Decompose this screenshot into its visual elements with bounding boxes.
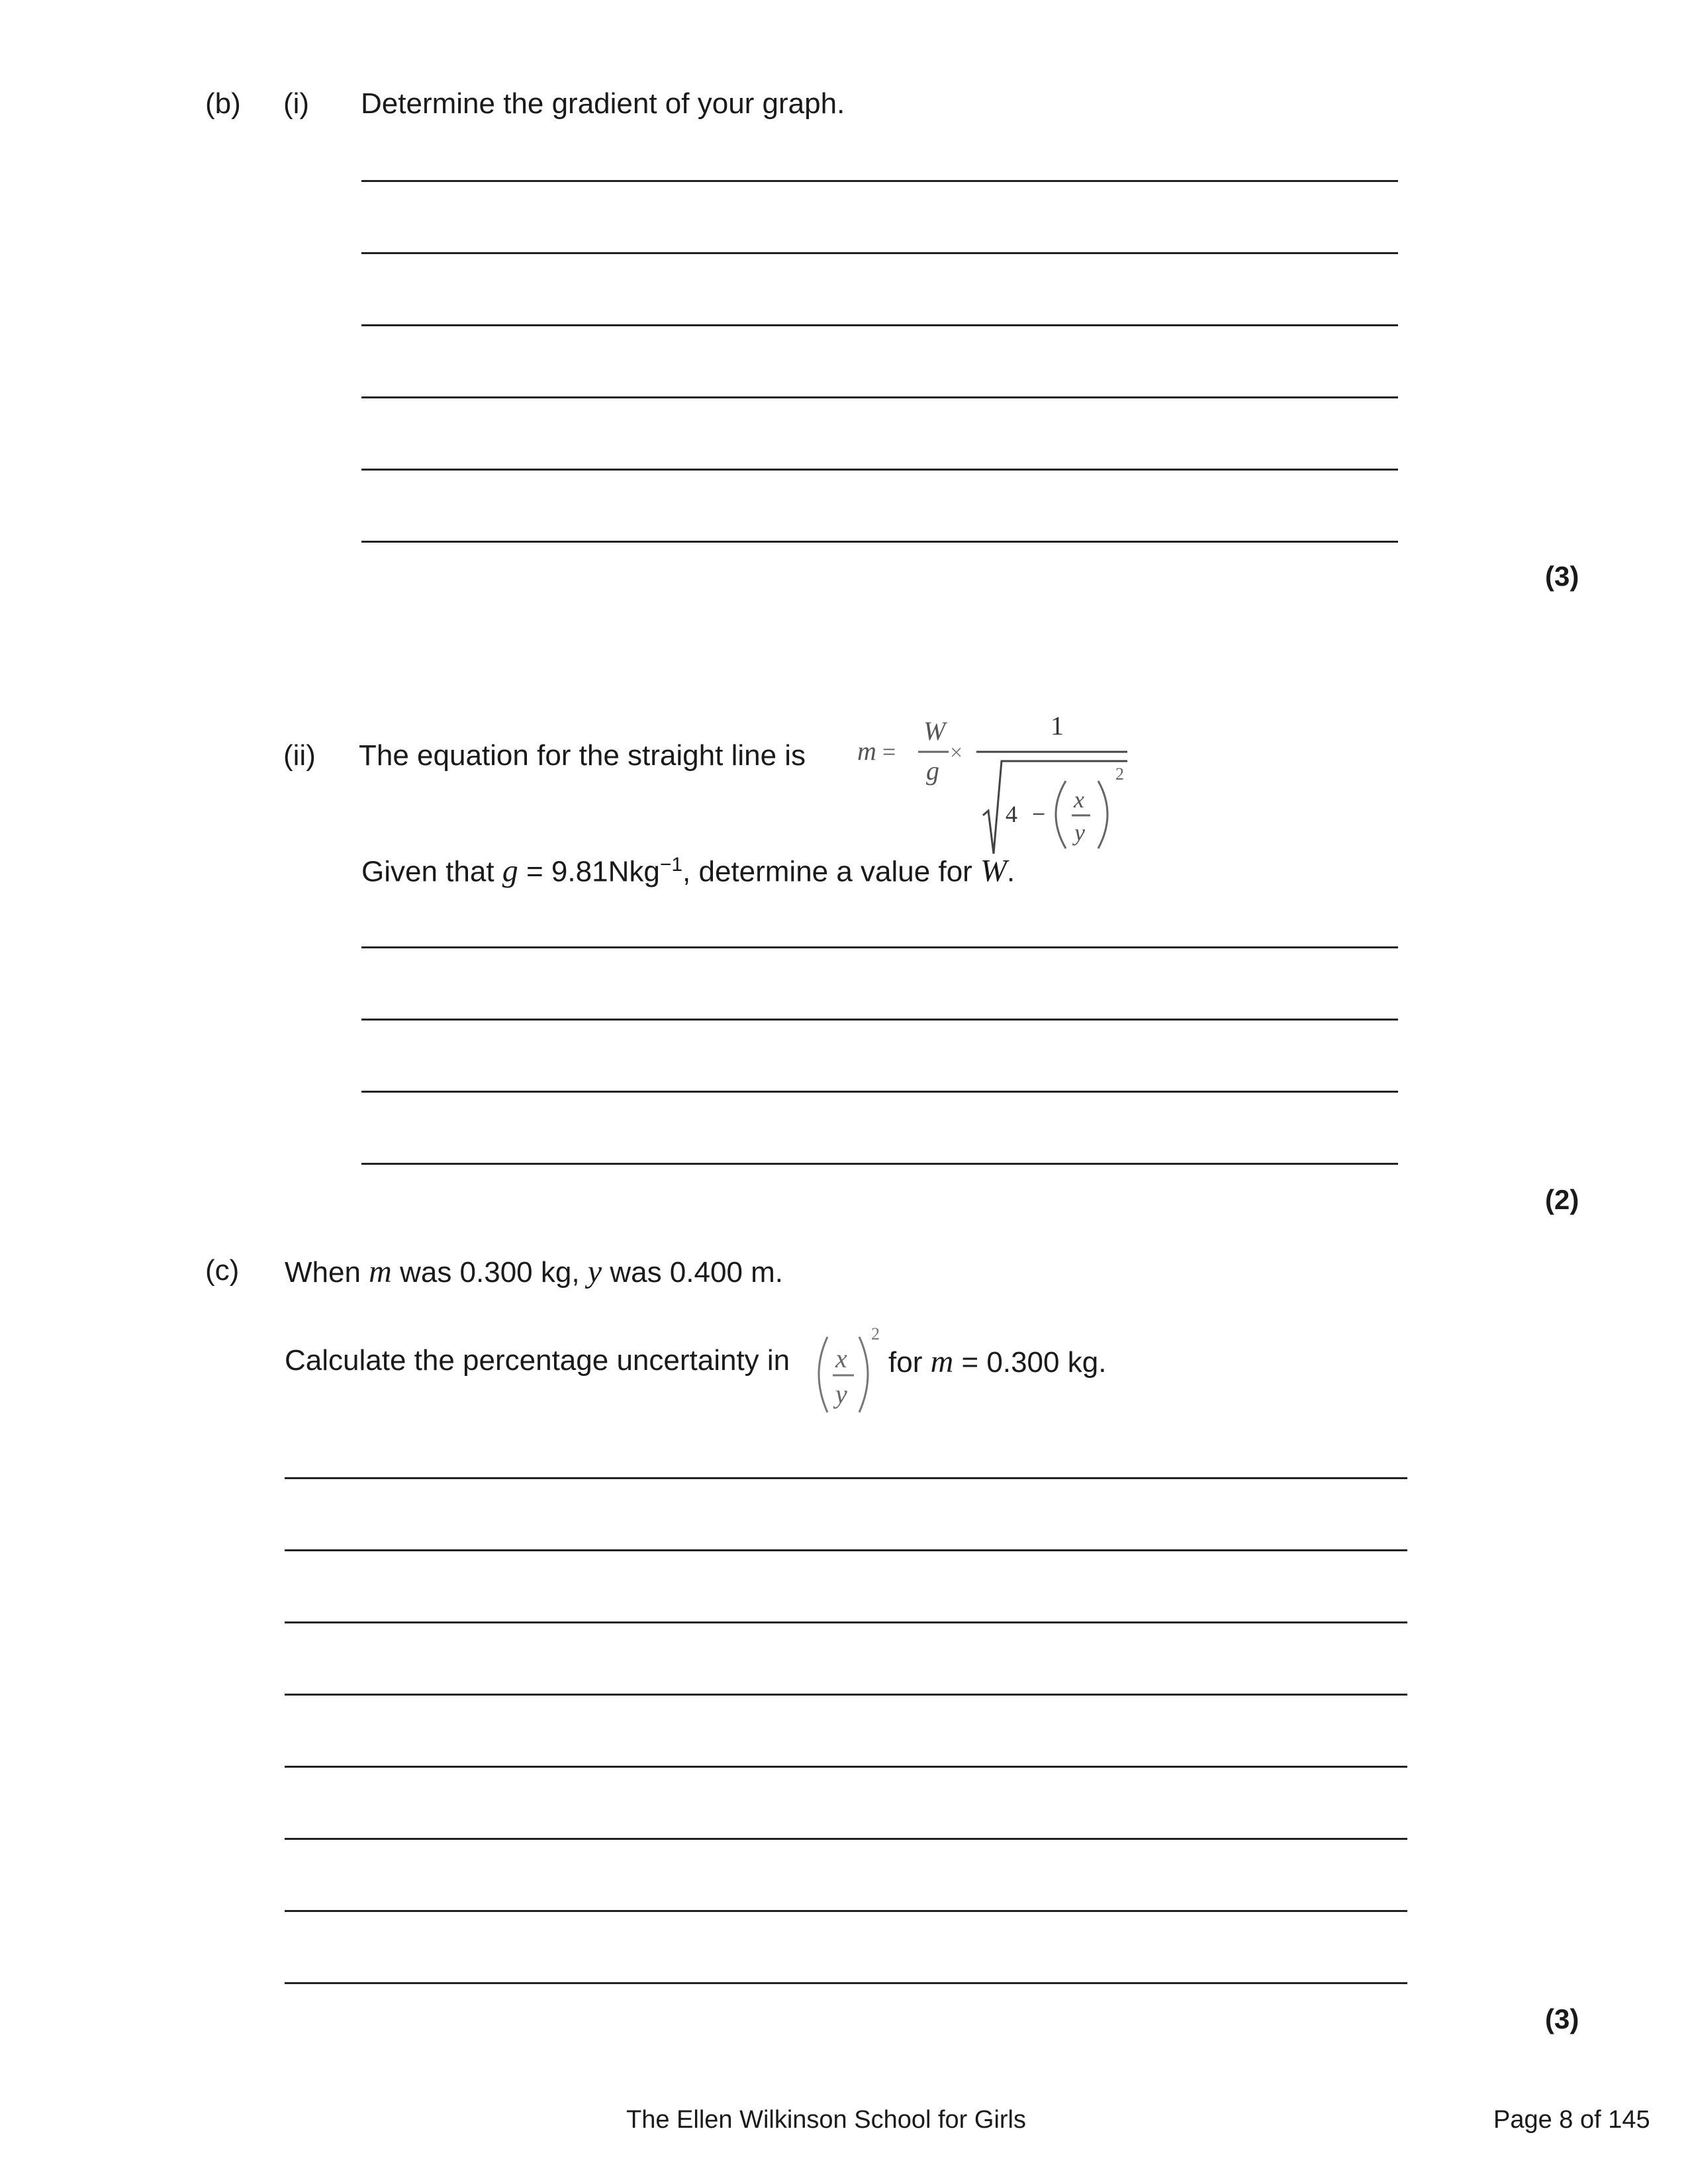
eq-equals: = [882, 739, 896, 765]
c1-mid: was 0.300 kg, [391, 1256, 588, 1289]
eq-minus: − [1032, 801, 1046, 827]
answer-line[interactable] [361, 1163, 1398, 1165]
answer-line[interactable] [361, 541, 1398, 543]
part-b-i-label: (i) [283, 87, 310, 120]
c2-for: for [888, 1346, 931, 1379]
question-c-line2-prefix: Calculate the percentage uncertainty in [285, 1344, 790, 1377]
answer-line[interactable] [361, 1091, 1398, 1093]
question-c-line1 [285, 1256, 783, 1288]
c1-end: was 0.400 m. [602, 1256, 784, 1289]
eq-W: W [923, 716, 946, 746]
answer-line[interactable] [285, 1838, 1407, 1840]
answer-line[interactable] [361, 469, 1398, 471]
answer-line[interactable] [361, 180, 1398, 182]
frac-y: y [835, 1379, 847, 1409]
answer-line[interactable] [361, 946, 1398, 948]
c2-var-m: m [930, 1344, 954, 1379]
given-prefix: Given that [361, 855, 502, 888]
frac-square: 2 [871, 1324, 880, 1343]
eq-four: 4 [1006, 801, 1017, 827]
equation-image [844, 708, 1135, 860]
question-c-line2-suffix [888, 1346, 1106, 1378]
question-b-ii-intro: The equation for the straight line is [359, 739, 806, 772]
given-target-W: W [980, 853, 1008, 889]
frac-left-paren [819, 1337, 827, 1412]
eq-times: × [950, 741, 963, 765]
fraction-image [809, 1321, 882, 1420]
marks-b-ii: (2) [1545, 1184, 1579, 1215]
eq-one: 1 [1051, 711, 1064, 741]
answer-line[interactable] [361, 252, 1398, 254]
eq-sqrt [983, 761, 1127, 854]
given-value: = 9.81Nkg [518, 855, 660, 888]
answer-line[interactable] [361, 324, 1398, 326]
given-suffix: , determine a value for [682, 855, 981, 888]
frac-x: x [835, 1343, 847, 1373]
c1-var-m: m [369, 1254, 392, 1289]
answer-line[interactable] [285, 1694, 1407, 1696]
eq-x: x [1074, 786, 1084, 813]
answer-line[interactable] [285, 1621, 1407, 1623]
part-b-label: (b) [205, 87, 241, 120]
marks-c: (3) [1545, 2003, 1579, 2034]
answer-line[interactable] [285, 1477, 1407, 1479]
eq-y: y [1074, 819, 1085, 846]
eq-square: 2 [1115, 764, 1124, 784]
c1-var-y: y [587, 1254, 602, 1289]
given-statement [361, 855, 1015, 887]
question-b-i: Determine the gradient of your graph. [361, 87, 845, 120]
eq-left-paren [1056, 781, 1066, 848]
eq-g: g [926, 756, 939, 786]
answer-line[interactable] [285, 1549, 1407, 1551]
eq-right-paren [1098, 781, 1107, 848]
marks-b-i: (3) [1545, 561, 1579, 592]
footer-page-number: Page 8 of 145 [1493, 2106, 1650, 2134]
part-b-ii-label: (ii) [283, 739, 316, 772]
answer-line[interactable] [285, 1982, 1407, 1984]
given-end: . [1007, 855, 1015, 888]
answer-line[interactable] [361, 396, 1398, 398]
c2-end: = 0.300 kg. [953, 1346, 1107, 1379]
answer-line[interactable] [285, 1766, 1407, 1768]
c1-prefix: When [285, 1256, 369, 1289]
answer-line[interactable] [285, 1910, 1407, 1912]
given-exponent: −1 [659, 854, 683, 876]
footer-school: The Ellen Wilkinson School for Girls [626, 2106, 1026, 2134]
part-c-label: (c) [205, 1254, 240, 1287]
given-var-g: g [502, 853, 518, 889]
frac-right-paren [859, 1337, 868, 1412]
answer-line[interactable] [361, 1019, 1398, 1021]
eq-m: m [857, 736, 876, 766]
